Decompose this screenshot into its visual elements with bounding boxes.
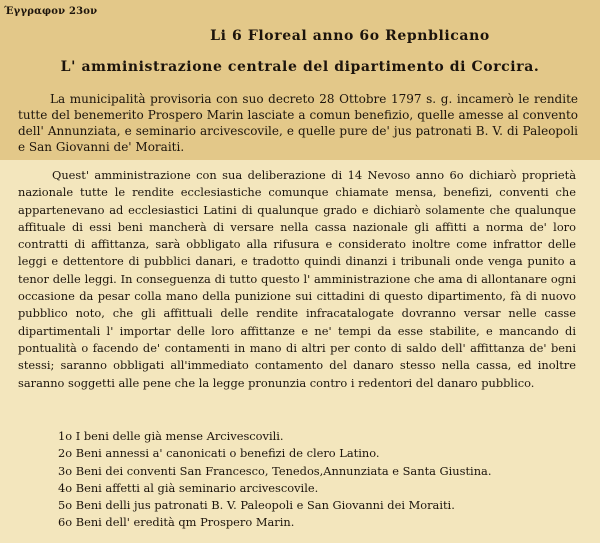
- date-title: Li 6 Floreal anno 6o Repnblicano: [210, 28, 490, 44]
- articles-list: [58, 428, 598, 532]
- list-item: 1o I beni delle già mense Arcivescovili.: [58, 429, 284, 443]
- list-item: 5o Beni delli jus patronati B. V. Paleopoli e San Giovanni dei Moraiti.: [58, 498, 455, 513]
- intro-paragraph: La municipalità provisoria con suo decreto 28 Ottobre 1797 s. g. incamerò le rendite tutte del benemerito Prospero Marin lasciate a comun benefizio, quelle amesse al convento dell' Annunziata, e seminario arcivescovile, e quelle pure de' jus patronati B. V. di Paleopoli e San Giovanni de' Moraiti.: [18, 92, 578, 154]
- document-label: Έγγραφον 23ον: [4, 6, 98, 17]
- list-item: 6o Beni dell' eredità qm Prospero Marin.: [58, 515, 295, 530]
- list-item: 3o Beni dei conventi San Francesco, Tenedos,Annunziata e Santa Giustina.: [58, 463, 492, 478]
- list-item: 2o Beni annessi a' canonicati o benefizi de clero Latino.: [58, 446, 380, 461]
- list-item: 4o Beni affetti al già seminario arcivescovile.: [58, 480, 319, 495]
- body-paragraph: Quest' amministrazione con sua deliberazione di 14 Nevoso anno 6o dichiarò proprietà nazionale tutte le rendite ecclesiastiche comunque chiamate mensa, benefizi, conventi che appartenevano ad ecclesiastici Latini di qualunque grado e dichiarò solamente che qualunque affituale di essi beni mancherà di versare nella cassa nazionale gli affitti a norma de' loro contratti di affittanza, sarà obbligato alla rifusura e considerato inoltre come infrattor delle leggi e dettentore di pubblici danari, e tradotto quindi dinanzi i tribunali onde venga punito a tenor delle leggi. In conseguenza di tutto questo l' amministrazione che ama di allontanare ogni occasione da pesar colla mano della punizione sui cittadini di questo dipartimento, fà di nuovo pubblico noto, che gli affittuali delle rendite infracatalogate dovranno versar nelle casse dipartimentali l' importar delle loro affittanze e ne' tempi da esse stabilite, e mancando di pontualità o facendo de' contamenti in mano di altri per conto di saldo dell' affittanza de' beni stessi; saranno obbligati all'immediato contamento del danaro stesso nella cassa, ed inoltre saranno soggetti alle pene che la legge pronunzia contro i redentori del danaro pubblico.: [18, 168, 576, 390]
- authority-title: L' amministrazione centrale del dipartimento di Corcira.: [60, 59, 540, 75]
